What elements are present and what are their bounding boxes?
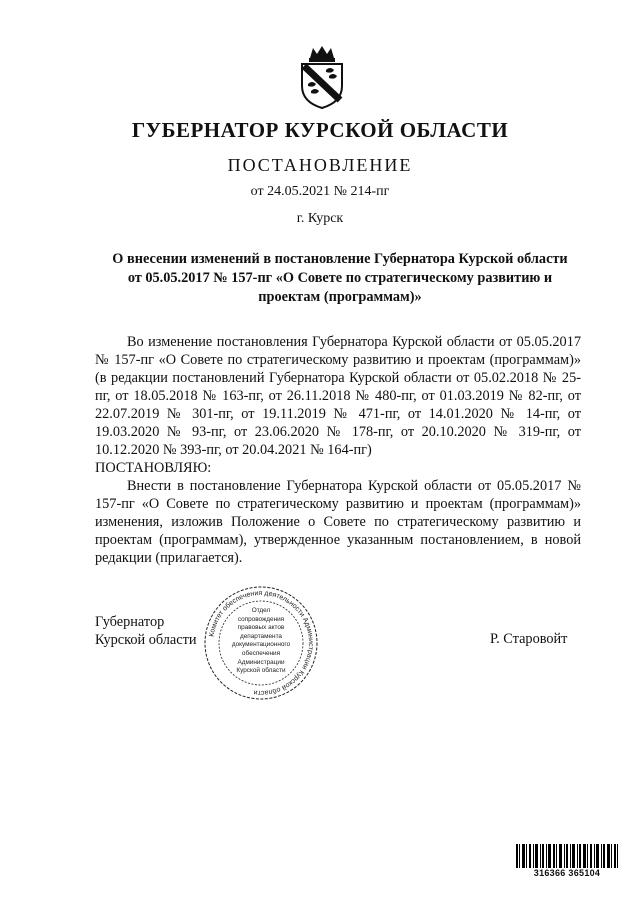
stamp-line: документационного [231,641,291,649]
subject-line: от 05.05.2017 № 157-пг «О Совете по стратегическому развитию и [127,270,553,286]
stamp-line: обеспечения [241,649,281,657]
stamp-ring-text: Комитет обеспечения деятельности Администрации Курской области [208,589,315,697]
stamp-line: сопровождения [237,615,285,623]
signatory-name: Р. Старовойт [490,631,568,647]
coat-of-arms-icon [296,44,348,110]
document-city: г. Курск [296,211,344,226]
stamp-center-text [225,607,297,676]
stamp-line: Администрации [237,658,285,666]
operative-paragraph: Внести в постановление Губернатора Курской области от 05.05.2017 № 157-пг «О Совете по стратегическому развитию и проектам (программам)» изменения, изложив Положение о Совете по стратегическому развитию и проектам (программам), утвержденное указанным постановлением, в новой редакции (прилагается). [95,478,581,566]
signatory-title-line: Курской области [95,632,197,648]
signatory-title-line: Губернатор [95,614,165,630]
stamp-line: департамента [239,632,282,640]
barcode-number: 316366 365104 [514,868,620,878]
stamp-line: Отдел [251,607,271,614]
document-subject [100,250,580,307]
issuing-authority: ГУБЕРНАТОР КУРСКОЙ ОБЛАСТИ [131,118,509,142]
preamble-text: Во изменение постановления Губернатора Курской области от 05.05.2017 № 157-пг «О Совете по стратегическому развитию и проектам (программам)» (в редакции постановлений Губернатора Курской области от 05.02.2018 № 25-пг, от 18.05.2018 № 163-пг, от 26.11.2018 № 480-пг, от 01.03.2019 № 82-пг, от 22.07.2019 № 301-пг, от 19.11.2019 № 471-пг, от 14.01.2020 № 14-пг, от 19.03.2020 № 93-пг, от 23.06.2020 № 178-пг, от 20.10.2020 № 319-пг, от 10.12.2020 № 393-пг, от 20.04.2021 № 164-пг) [95,334,581,458]
stamp-line: правовых актов [237,624,285,632]
document-date-number: от 24.05.2021 № 214-пг [250,184,390,199]
signatory-title [95,613,197,649]
subject-line: проектам (программам)» [258,289,422,305]
resolve-word: ПОСТАНОВЛЯЮ: [95,460,212,476]
preamble-paragraph [95,333,581,477]
stamp-line: Курской области [236,667,286,675]
document-type: ПОСТАНОВЛЕНИЕ [227,155,413,175]
subject-line: О внесении изменений в постановление Губернатора Курской области [112,251,568,267]
